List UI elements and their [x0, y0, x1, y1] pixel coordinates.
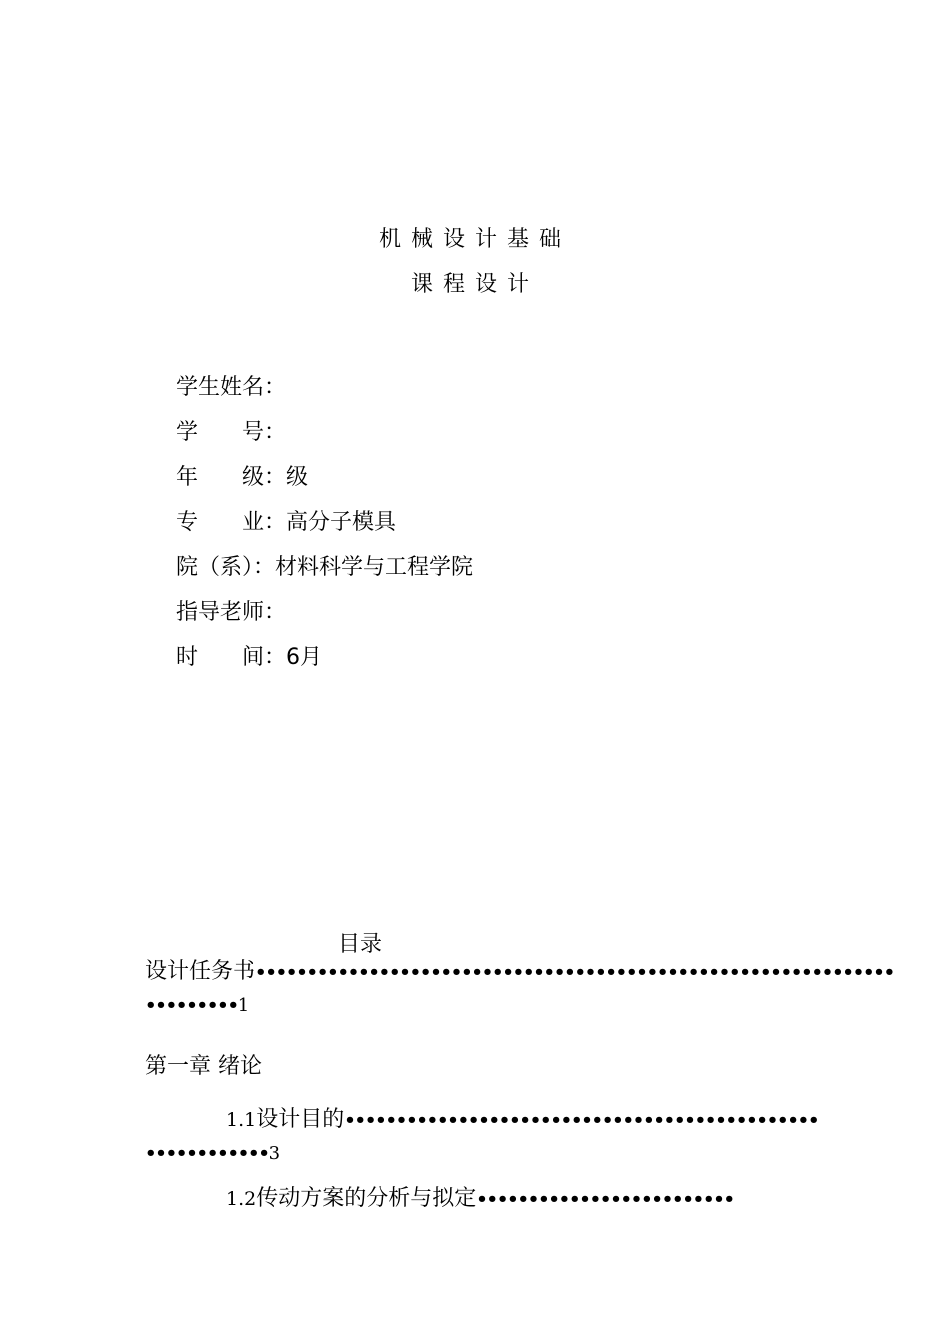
field-student-name [176, 375, 286, 401]
field-major [176, 510, 396, 536]
toc-entry-1-2[interactable] [226, 1186, 734, 1213]
field-label: 学 号： [176, 420, 287, 445]
field-department [176, 555, 473, 581]
field-value: 6月 [286, 645, 323, 670]
toc-entry-text: 设计任务书 [145, 959, 256, 984]
field-advisor [176, 600, 286, 626]
field-label: 指导老师： [176, 600, 287, 625]
field-label: 时 间： [176, 645, 287, 670]
document-title: 机械设计基础 [378, 227, 571, 252]
toc-page-number: 1 [237, 995, 250, 1016]
toc-leader-dots: •••••••••••••••••••••••••••••••••••••••••••••• [344, 1110, 819, 1131]
field-label: 院（系）： [176, 555, 276, 580]
toc-entry-text: 设计目的 [256, 1107, 345, 1132]
toc-page-number: 3 [268, 1143, 281, 1164]
toc-leader-dots: ••••••••• [145, 995, 238, 1016]
field-value: 级 [286, 465, 309, 490]
field-label: 年 级： [176, 465, 287, 490]
field-value: 高分子模具 [286, 510, 397, 535]
field-student-id [176, 420, 286, 446]
toc-entry-task-book[interactable] [145, 959, 894, 986]
field-date [176, 645, 322, 671]
toc-heading: 目录 [338, 932, 383, 957]
field-label: 专 业： [176, 510, 287, 535]
toc-entry-1-1-page-line [145, 1140, 280, 1167]
field-value: 材料科学与工程学院 [275, 555, 474, 580]
field-label: 学生姓名： [176, 375, 287, 400]
toc-entry-number: 1.2 [226, 1188, 257, 1210]
document-subtitle: 课程设计 [410, 272, 539, 297]
toc-entry-1-1[interactable] [226, 1107, 818, 1134]
toc-entry-task-book-page-line [145, 992, 249, 1019]
toc-chapter-1[interactable]: 第一章 绪论 [145, 1054, 262, 1079]
toc-leader-dots: •••••••••••••••••••••••••••••••••••••••••••••••••••••••••••••• [255, 962, 894, 983]
field-grade [176, 465, 308, 491]
toc-entry-text: 传动方案的分析与拟定 [256, 1186, 477, 1211]
toc-leader-dots: ••••••••••••••••••••••••• [476, 1189, 734, 1210]
toc-entry-number: 1.1 [226, 1109, 257, 1131]
toc-leader-dots: •••••••••••• [145, 1143, 269, 1164]
